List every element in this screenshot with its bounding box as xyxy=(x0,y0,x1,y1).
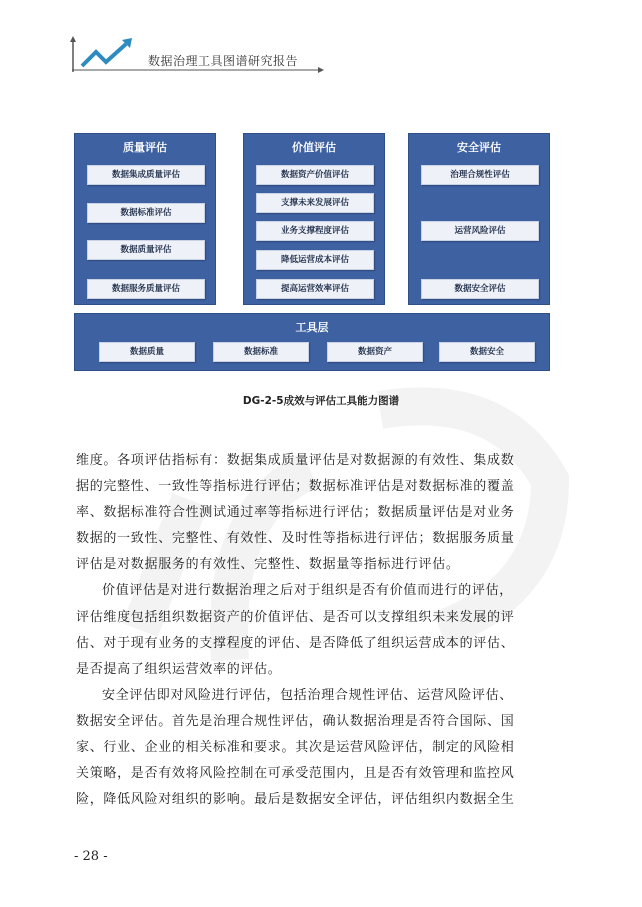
header-rule xyxy=(72,67,324,73)
tool-item: 数据标准 xyxy=(213,342,309,362)
tool-item: 数据安全 xyxy=(439,342,535,362)
assessment-item: 支撑未来发展评估 xyxy=(256,193,374,213)
security-assessment-panel xyxy=(408,133,550,305)
assessment-item: 数据集成质量评估 xyxy=(87,165,205,185)
figure-caption: DG-2-5成效与评估工具能力图谱 xyxy=(242,395,400,407)
text-line: 家、行业、企业的相关标准和要求。其次是运营风险评估，制定的风险相 xyxy=(76,740,515,756)
tool-item: 数据资产 xyxy=(327,342,423,362)
tool-layer-panel xyxy=(74,313,550,371)
text-line: 评估是对数据服务的有效性、完整性、数据量等指标进行评估。 xyxy=(76,557,460,573)
text-line: 数据安全评估。首先是治理合规性评估，确认数据治理是否符合国际、国 xyxy=(76,713,515,729)
text-line: 险，降低风险对组织的影响。最后是数据安全评估，评估组织内数据全生 xyxy=(76,792,515,808)
body-text xyxy=(76,448,550,813)
assessment-item: 数据服务质量评估 xyxy=(87,279,205,299)
tool-item: 数据质量 xyxy=(99,342,195,362)
assessment-item: 数据质量评估 xyxy=(87,240,205,260)
assessment-item: 治理合规性评估 xyxy=(421,165,539,185)
assessment-item: 业务支撑程度评估 xyxy=(256,221,374,241)
assessment-item: 提高运营效率评估 xyxy=(256,279,374,299)
text-line: 价值评估是对进行数据治理之后对于组织是否有价值而进行的评估， xyxy=(102,583,514,599)
text-line: 维度。各项评估指标有：数据集成质量评估是对数据源的有效性、集成数 xyxy=(76,453,515,468)
assessment-item: 数据资产价值评估 xyxy=(256,165,374,185)
assessment-item: 降低运营成本评估 xyxy=(256,250,374,270)
text-line: 关策略，是否有效将风险控制在可承受范围内，且是否有效管理和监控风 xyxy=(76,766,515,782)
panel-title: 质量评估 xyxy=(123,141,167,154)
capability-map-diagram xyxy=(74,133,548,369)
text-line: 是否提高了组织运营效率的评估。 xyxy=(76,661,282,677)
assessment-item: 数据标准评估 xyxy=(87,203,205,223)
running-header-title: 数据治理工具图谱研究报告 xyxy=(148,54,299,68)
value-assessment-panel xyxy=(243,133,385,305)
quality-assessment-panel xyxy=(74,133,216,305)
text-line: 率、数据标准符合性测试通过率等指标进行评估；数据质量评估是对业务 xyxy=(76,505,515,521)
text-line: 数据的一致性、完整性、有效性、及时性等指标进行评估；数据服务质量 xyxy=(76,531,515,547)
text-line: 评估维度包括组织数据资产的价值评估、是否可以支撑组织未来发展的评 xyxy=(76,609,515,625)
panel-title: 安全评估 xyxy=(457,141,501,154)
assessment-item: 数据安全评估 xyxy=(421,279,539,299)
tool-layer-title: 工具层 xyxy=(295,321,329,334)
text-line: 估、对于现有业务的支撑程度的评估、是否降低了组织运营成本的评估、 xyxy=(76,635,515,651)
text-line: 据的完整性、一致性等指标进行评估；数据标准评估是对数据标准的覆盖 xyxy=(76,479,515,495)
page-number: - 28 - xyxy=(74,849,108,864)
panel-title: 价值评估 xyxy=(292,141,336,154)
text-line: 安全评估即对风险进行评估，包括治理合规性评估、运营风险评估、 xyxy=(102,687,514,703)
assessment-item: 运营风险评估 xyxy=(421,221,539,241)
